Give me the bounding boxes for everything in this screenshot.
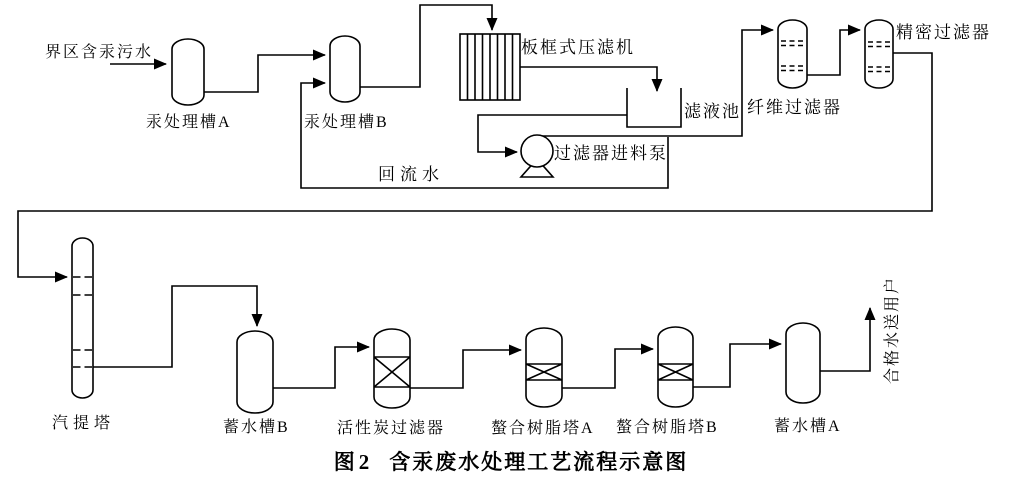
caption-title: 含汞废水处理工艺流程示意图: [389, 450, 689, 474]
mercury-tank-b-symbol: [330, 36, 360, 102]
label-inlet-stream: 界区含汞污水: [45, 44, 154, 61]
precision-filter-symbol: [865, 20, 893, 88]
figure-caption: [0, 446, 1022, 476]
fiber-filter-symbol: [778, 20, 807, 88]
label-return-water: 回流水: [378, 165, 444, 184]
label-filter-press: 板框式压滤机: [521, 38, 635, 57]
chelating-resin-tower-b-symbol: [658, 327, 693, 407]
stripping-tower-symbol: [72, 238, 93, 398]
pipe-filter-press-to-filtrate-pool: [520, 67, 657, 91]
label-precision-filter: 精密过滤器: [896, 23, 991, 42]
label-fiber-filter: 纤维过滤器: [747, 98, 842, 117]
storage-tank-a-symbol: [786, 323, 820, 403]
plate-frame-filter-press-symbol: [460, 34, 520, 100]
mercury-tank-a-symbol: [172, 39, 204, 105]
label-stripping-tower: 汽提塔: [52, 415, 116, 432]
pipe-resin-b-to-storage-tank-a: [693, 344, 781, 387]
label-filter-feed-pump: 过滤器进料泵: [554, 144, 668, 163]
caption-number: 图2: [333, 450, 374, 474]
label-filtrate-pool: 滤液池: [684, 102, 741, 121]
activated-carbon-filter-symbol: [374, 329, 410, 408]
label-outlet-stream: 合格水送用户: [884, 276, 901, 385]
pipe-fiber-to-precision-filter: [807, 30, 860, 75]
storage-tank-b-symbol: [237, 331, 273, 413]
pipe-tower-to-storage-tank-b: [93, 286, 257, 367]
pipe-tank-a-to-tank-b: [204, 55, 325, 92]
pipe-carbon-to-resin-tower-a: [410, 350, 521, 388]
label-chelating-resin-tower-b: 螯合树脂塔B: [616, 419, 719, 436]
label-storage-tank-b: 蓄水槽B: [223, 419, 290, 436]
label-mercury-tank-b: 汞处理槽B: [304, 114, 389, 131]
pipe-tank-b-to-filter-press: [360, 5, 492, 87]
filtrate-pool-symbol: [627, 88, 681, 127]
pipe-resin-a-to-resin-b: [562, 349, 653, 388]
pipe-outlet-to-users: [820, 308, 870, 371]
label-mercury-tank-a: 汞处理槽A: [146, 114, 232, 131]
chelating-resin-tower-a-symbol: [526, 328, 562, 407]
pipe-storage-b-to-carbon-filter: [273, 347, 369, 388]
label-storage-tank-a: 蓄水槽A: [774, 418, 842, 435]
label-activated-carbon-filter: 活性炭过滤器: [337, 420, 446, 437]
filter-feed-pump-symbol: [521, 135, 553, 177]
label-chelating-resin-tower-a: 螯合树脂塔A: [491, 420, 595, 437]
